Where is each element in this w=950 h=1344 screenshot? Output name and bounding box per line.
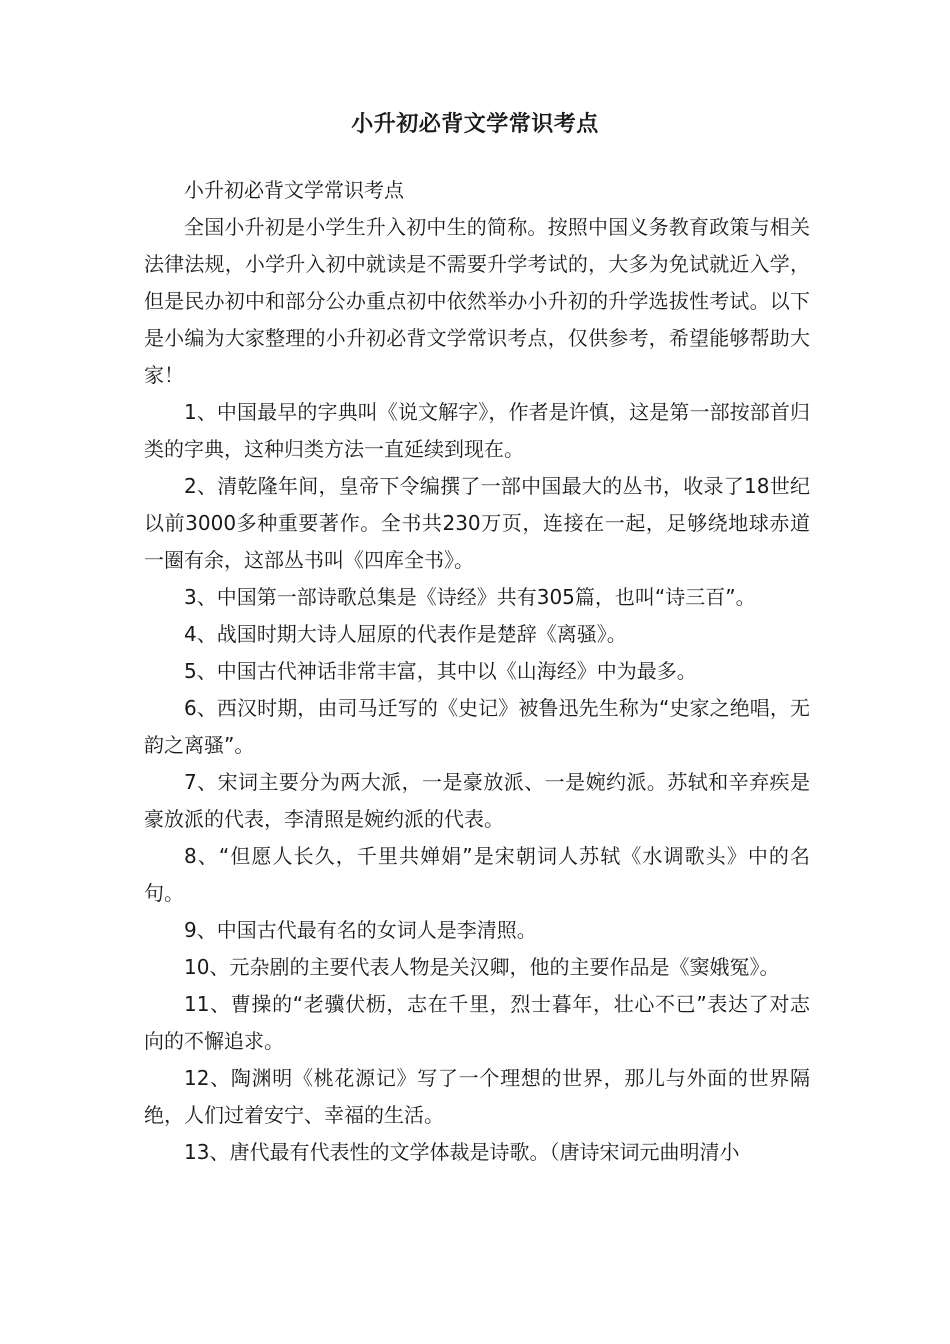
list-item: 9、中国古代最有名的女词人是李清照。 [184, 918, 537, 942]
list-item: 3、中国第一部诗歌总集是《诗经》共有305篇，也叫“诗三百”。 [184, 585, 756, 609]
list-item: 10、元杂剧的主要代表人物是关汉卿，他的主要作品是《窦娥冤》。 [184, 955, 780, 979]
list-item: 1、中国最早的字典叫《说文解字》，作者是许慎，这是第一部按部首归类的字典，这种归类方法一直延续到现在。 [144, 400, 810, 461]
list-item: 5、中国古代神话非常丰富，其中以《山海经》中为最多。 [184, 659, 697, 683]
list-item: 13、唐代最有代表性的文学体裁是诗歌。（唐诗宋词元曲明清小 [184, 1140, 740, 1164]
list-item: 8、“但愿人长久，千里共婵娟”是宋朝词人苏轼《水调歌头》中的名句。 [144, 844, 810, 905]
paragraph-subtitle: 小升初必背文学常识考点 [184, 178, 404, 202]
list-item: 12、陶渊明《桃花源记》写了一个理想的世界，那儿与外面的世界隔绝，人们过着安宁、幸福的生活。 [144, 1066, 810, 1127]
list-item: 4、战国时期大诗人屈原的代表作是楚辞《离骚》。 [184, 622, 627, 646]
list-item: 7、宋词主要分为两大派，一是豪放派、一是婉约派。苏轼和辛弃疾是豪放派的代表，李清照是婉约派的代表。 [144, 770, 810, 831]
list-item: 11、曹操的“老骥伏枥，志在千里，烈士暮年，壮心不已”表达了对志向的不懈追求。 [144, 992, 810, 1053]
document-body [144, 172, 810, 1171]
list-item: 2、清乾隆年间，皇帝下令编撰了一部中国最大的丛书，收录了18世纪以前3000多种重要著作。全书共230万页，连接在一起，足够绕地球赤道一圈有余，这部丛书叫《四库全书》。 [144, 474, 810, 572]
list-item: 6、西汉时期，由司马迁写的《史记》被鲁迅先生称为“史家之绝唱，无韵之离骚”。 [144, 696, 810, 757]
paragraph-intro: 全国小升初是小学生升入初中生的简称。按照中国义务教育政策与相关法律法规，小学升入初中就读是不需要升学考试的，大多为免试就近入学，但是民办初中和部分公办重点初中依然举办小升初的升学选拔性考试。以下是小编为大家整理的小升初必背文学常识考点，仅供参考，希望能够帮助大家！ [144, 215, 810, 387]
document-title: 小升初必背文学常识考点 [351, 112, 599, 137]
